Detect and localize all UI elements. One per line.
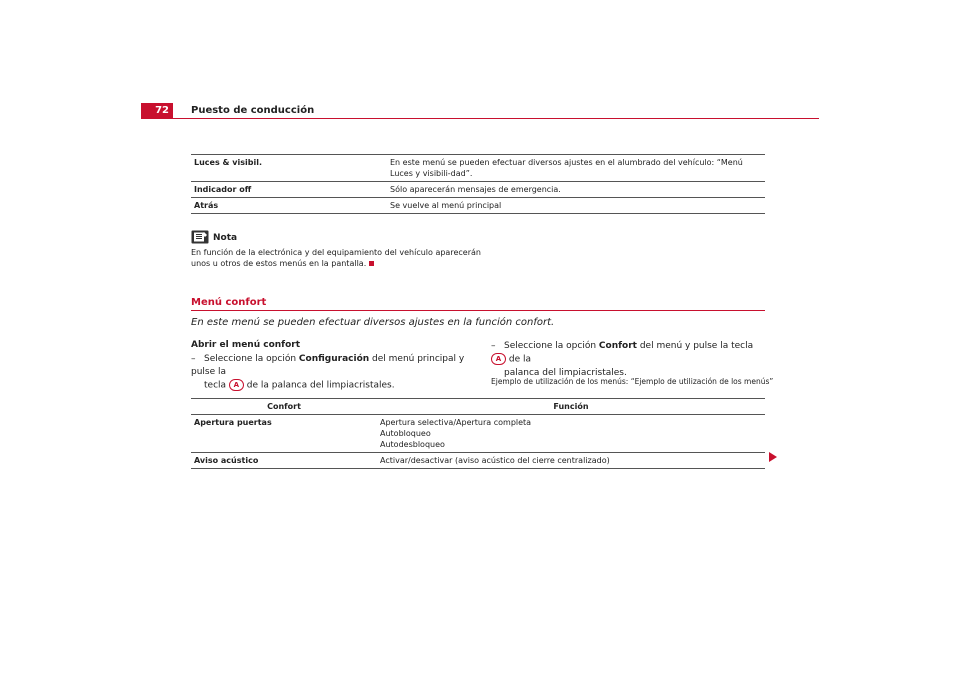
- value-line: Autobloqueo: [380, 429, 431, 438]
- step-text: de la palanca del limpiacristales.: [243, 380, 395, 391]
- step-text: del menú principal y pulse la: [191, 354, 465, 377]
- table-key: Atrás: [191, 198, 387, 214]
- table-key: Aviso acústico: [191, 453, 377, 469]
- note-icon: [191, 230, 209, 244]
- page-header-title: Puesto de conducción: [191, 105, 315, 116]
- page-number: 72: [141, 103, 173, 119]
- table-value: Se vuelve al menú principal: [387, 198, 765, 214]
- value-line: Autodesbloqueo: [380, 440, 445, 449]
- step-text: Seleccione la opción: [504, 341, 599, 351]
- key-a-icon: A: [229, 379, 244, 391]
- value-line: Apertura selectiva/Apertura completa: [380, 418, 532, 427]
- table-key: Indicador off: [191, 182, 387, 198]
- note-text: [191, 247, 481, 269]
- step-2: [491, 340, 766, 380]
- column-header: Función: [377, 399, 765, 415]
- step-option: Configuración: [298, 354, 370, 364]
- step-option: Confort: [598, 341, 637, 351]
- section-title: Menú confort: [191, 297, 267, 308]
- column-header: Confort: [191, 399, 377, 415]
- table-row: [191, 182, 765, 198]
- value-line: Activar/desactivar (aviso acústico del cierre centralizado): [380, 456, 610, 465]
- table-key: Apertura puertas: [191, 415, 377, 453]
- example-reference: Ejemplo de utilización de los menús: “Ejemplo de utilización de los menús”: [491, 377, 774, 386]
- end-mark-icon: [369, 261, 374, 266]
- continue-arrow-icon: [769, 452, 777, 462]
- table-value: [377, 415, 765, 453]
- step-dash: –: [491, 341, 496, 351]
- table-header-row: [191, 399, 765, 415]
- table-row: [191, 198, 765, 214]
- key-a-icon: A: [491, 353, 506, 365]
- step-1: [191, 353, 476, 393]
- table-row: [191, 415, 765, 453]
- step-text: Seleccione la opción: [204, 354, 299, 364]
- step-text: tecla: [204, 380, 229, 391]
- table-key: Luces & visibil.: [191, 155, 387, 182]
- section-subtitle: En este menú se pueden efectuar diversos ajustes en la función confort.: [191, 317, 555, 328]
- menu-table: [191, 154, 765, 214]
- note-title: Nota: [213, 233, 238, 243]
- step-text: palanca del limpiacristales.: [504, 367, 627, 378]
- note-body: En función de la electrónica y del equipamiento del vehículo aparecerán unos u otros de estos menús en la pantalla.: [191, 248, 481, 268]
- step-text: de la: [506, 354, 531, 365]
- section-divider: [191, 310, 765, 311]
- procedure-title: Abrir el menú confort: [191, 340, 301, 350]
- step-dash: –: [191, 354, 196, 364]
- table-value: Sólo aparecerán mensajes de emergencia.: [387, 182, 765, 198]
- header-divider: [141, 118, 819, 119]
- table-value: [377, 453, 765, 469]
- table-value: En este menú se pueden efectuar diversos ajustes en el alumbrado del vehículo: “Menú Luces y visibili-dad”.: [387, 155, 765, 182]
- confort-table: [191, 398, 765, 469]
- table-row: [191, 453, 765, 469]
- table-row: [191, 155, 765, 182]
- step-text: del menú y pulse la tecla: [636, 341, 754, 351]
